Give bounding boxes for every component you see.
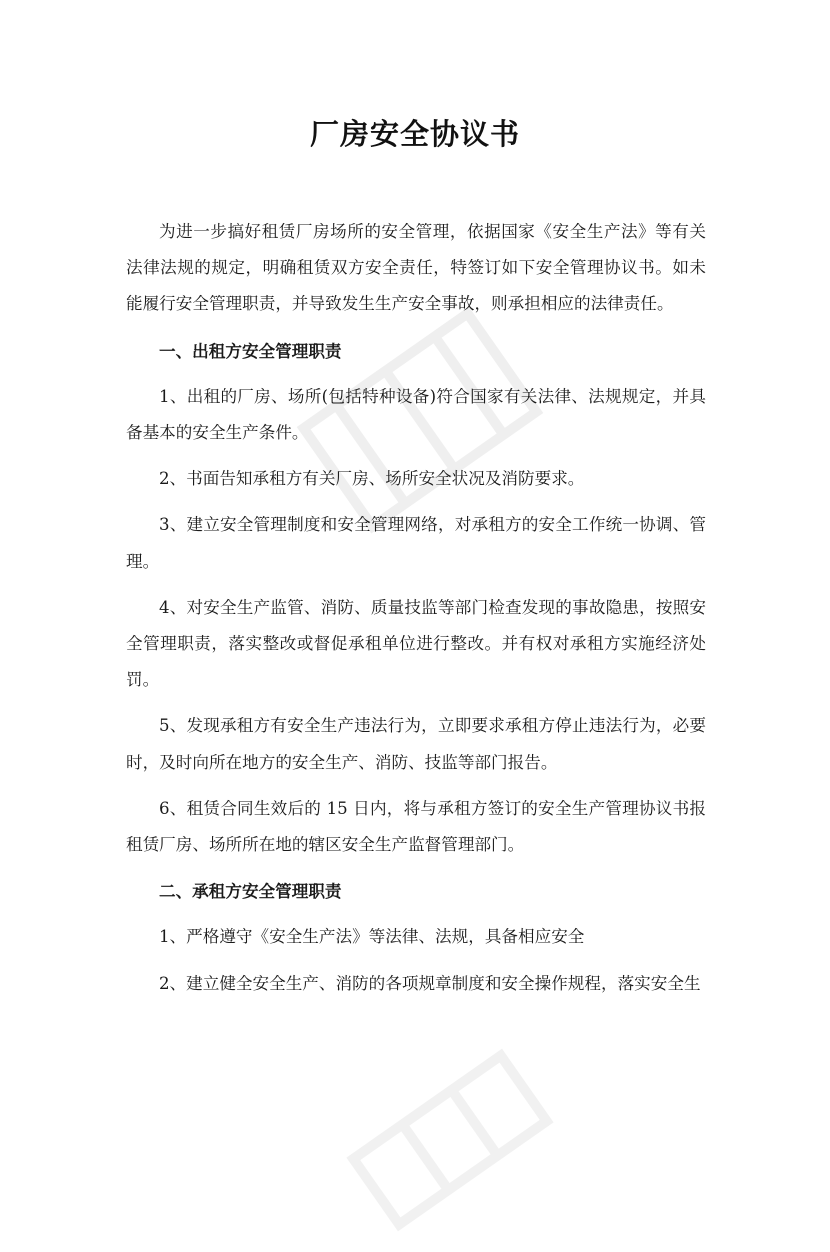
clause-paragraph: 3、建立安全管理制度和安全管理网络，对承租方的安全工作统一协调、管理。 [126,515,706,571]
clause-paragraph: 2、书面告知承租方有关厂房、场所安全状况及消防要求。 [159,469,585,489]
document-body [126,214,706,1002]
section-heading-lessee: 二、承租方安全管理职责 [159,881,342,902]
section-heading-lessor: 一、出租方安全管理职责 [159,340,342,361]
clause-paragraph: 2、建立健全安全生产、消防的各项规章制度和安全操作规程，落实安全生 [159,973,701,993]
clause-paragraph: 1、严格遵守《安全生产法》等法律、法规，具备相应安全 [159,927,585,947]
clause-paragraph: 5、发现承租方有安全生产违法行为，立即要求承租方停止违法行为，必要时，及时向所在地方的安全生产、消防、技监等部门报告。 [126,716,706,772]
watermark-icon [325,1028,574,1252]
clause-paragraph: 6、租赁合同生效后的 15 日内，将与承租方签订的安全生产管理协议书报租赁厂房、场所所在地的辖区安全生产监督管理部门。 [126,798,706,855]
intro-paragraph: 为进一步搞好租赁厂房场所的安全管理，依据国家《安全生产法》等有关法律法规的规定，明确租赁双方安全责任，特签订如下安全管理协议书。如未能履行安全管理职责，并导致发生生产安全事故，则承担相应的法律责任。 [126,222,706,314]
document-title: 厂房安全协议书 [309,117,520,151]
clause-paragraph: 1、出租的厂房、场所(包括特种设备)符合国家有关法律、法规规定，并具备基本的安全生产条件。 [126,386,706,443]
clause-paragraph: 4、对安全生产监管、消防、质量技监等部门检查发现的事故隐患，按照安全管理职责，落实整改或督促承租单位进行整改。并有权对承租方实施经济处罚。 [126,597,706,690]
